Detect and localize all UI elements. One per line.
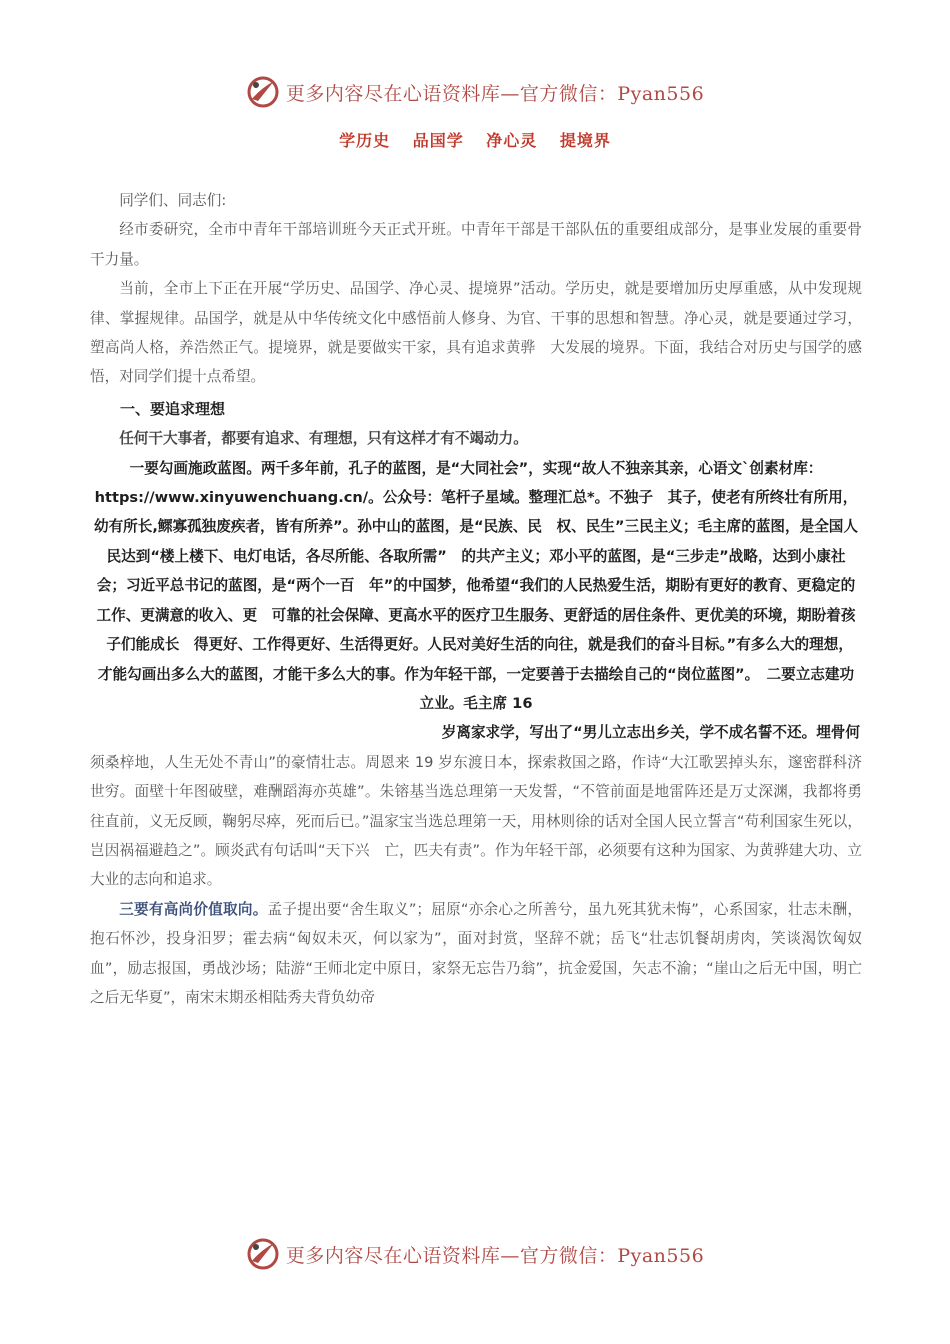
quill-seal-logo-icon — [246, 75, 280, 109]
title-part: 品国学 — [412, 131, 464, 150]
header-banner — [0, 70, 950, 114]
bold-paragraph-tail: 岁离家求学，写出了“男儿立志出乡关，学不成名誓不还。埋骨何 — [441, 724, 860, 742]
bold-paragraph: 一要勾画施政蓝图。两千多年前，孔子的蓝图，是“大同社会”，实现“故人不独亲其亲，心语文`创素材库：https://www.xinyuwenchuang.cn/。公众号：笔杆子星域。整理汇总*。不独子 其子，使老有所终壮有所用，幼有所长,鳏寡孤独废疾者，皆有所养”。孙中山的蓝图，是“民族、民 权、民生”三民主义；毛主席的蓝图，是全国人民达到“楼上楼下、电灯电话，各尽所能、各取所需” 的共产主义；邓小平的蓝图，是“三步走”战略，达到小康社会；习近平总书记的蓝图，是“两个一百 年”的中国梦，他希望“我们的人民热爱生活，期盼有更好的教育、更稳定的工作、更满意的收入、更 可靠的社会保障、更高水平的医疗卫生服务、更舒适的居住条件、更优美的环境，期盼着孩子们能成长 得更好、工作得更好、生活得更好。人民对美好生活的向往，就是我们的奋斗目标。”有多么大的理想， 才能勾画出多么大的蓝图，才能干多么大的事。作为年轻干部，一定要善于去描绘自己的“岗位蓝图”。 二要立志建功立业。毛主席 16 — [93, 459, 861, 712]
paragraph: 须桑梓地，人生无处不青山”的豪情壮志。周恩来 19 岁东渡日本，探索救国之路，作诗“大江歌罢掉头东，邃密群科济世穷。面壁十年图破壁，难酬蹈海亦英雄”。朱镕基当选总理第一天发誓，“不管前面是地雷阵还是万丈深渊，我都将勇往直前，义无反顾，鞠躬尽瘁，死而后已。”温家宝当选总理第一天，用林则徐的话对全国人民立誓言“苟利国家生死以，岂因祸福避趋之”。顾炎武有句话叫“天下兴 亡，匹夫有责”。作为年轻干部，必须要有这种为国家、为黄骅建大功、立大业的志向和追求。 — [90, 753, 862, 889]
section-heading: 一、要追求理想 — [120, 399, 226, 418]
title-part: 提境界 — [559, 131, 611, 150]
paragraph: 当前，全市上下正在开展“学历史、品国学、净心灵、提境界”活动。学历史，就是要增加历史厚重感，从中发现规律、掌握规律。品国学，就是从中华传统文化中感悟前人修身、为官、干事的思想和智慧。净心灵，就是要通过学习，塑高尚人格，养浩然正气。提境界，就是要做实干家，具有追求黄骅 大发展的境界。下面，我结合对历史与国学的感悟，对同学们提十点希望。 — [90, 280, 862, 386]
banner-text: 更多内容尽在心语资料库—官方微信：Pyan556 — [285, 1244, 705, 1267]
paragraph — [90, 895, 862, 1013]
sub-heading: 任何干大事者，都要有追求、有理想，只有这样才有不竭动力。 — [119, 430, 528, 448]
paragraph: 经市委研究，全市中青年干部培训班今天正式开班。中青年干部是干部队伍的重要组成部分，是事业发展的重要骨干力量。 — [90, 221, 862, 268]
point-label: 三要有高尚价值取向。 — [119, 900, 268, 918]
quill-seal-logo-icon — [246, 1237, 280, 1271]
point-text: 孟子提出要“舍生取义”；屈原“亦余心之所善兮，虽九死其犹未悔”，心系国家，壮志未酬，抱石怀沙，投身汨罗；霍去病“匈奴未灭，何以家为”，面对封赏，坚辞不就；岳飞“壮志饥餐胡虏肉，笑谈渴饮匈奴血”，励志报国，勇战沙场；陆游“王师北定中原日，家祭无忘告乃翁”，抗金爱国，矢志不渝；“崖山之后无中国，明亡之后无华夏”，南宋末期丞相陆秀夫背负幼帝 — [90, 900, 862, 1006]
page-title — [0, 128, 950, 151]
greeting: 同学们、同志们: — [119, 192, 227, 209]
banner-text: 更多内容尽在心语资料库—官方微信：Pyan556 — [285, 82, 705, 105]
footer-banner — [0, 1232, 950, 1276]
title-part: 学历史 — [339, 131, 391, 150]
title-part: 净心灵 — [486, 131, 538, 150]
document-body — [90, 186, 862, 1012]
